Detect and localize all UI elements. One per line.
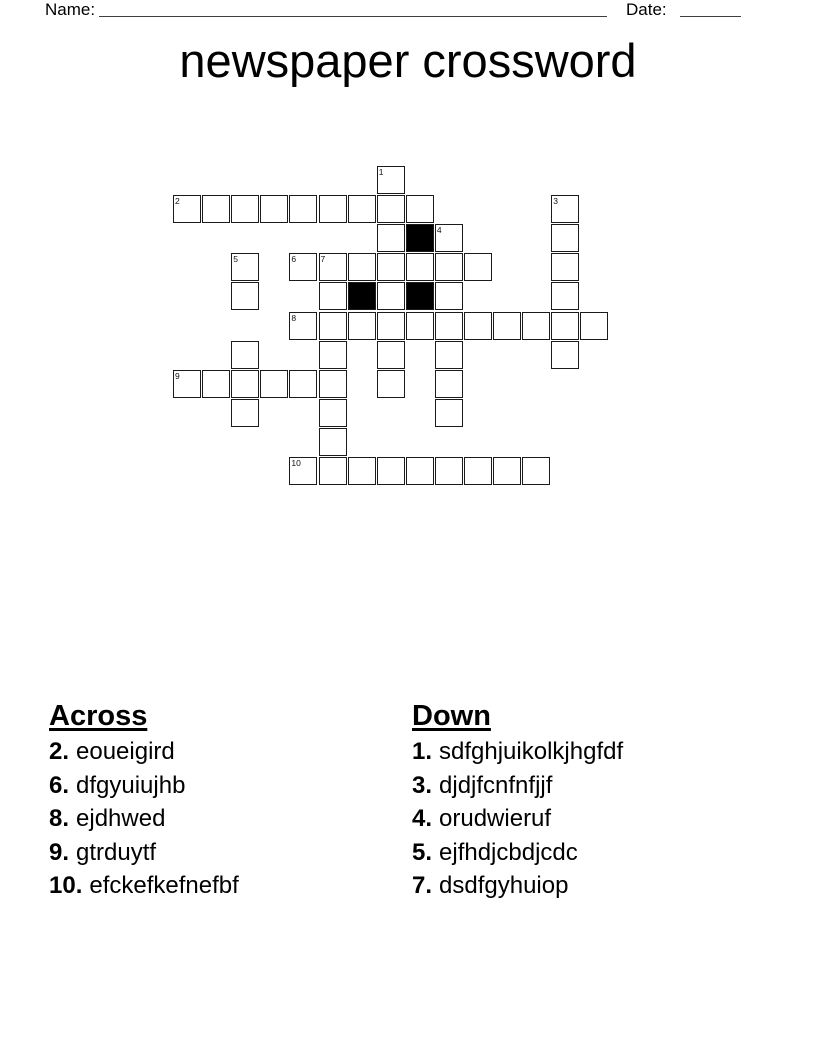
cell-number: 9	[175, 370, 180, 381]
answer-cell[interactable]	[435, 399, 463, 427]
clue-text: gtrduytf	[76, 838, 157, 866]
across-clues-section	[49, 700, 409, 903]
answer-cell[interactable]	[289, 312, 317, 340]
answer-cell[interactable]	[231, 370, 259, 398]
answer-cell[interactable]	[231, 399, 259, 427]
name-label: Name:	[45, 0, 96, 19]
answer-cell[interactable]	[377, 224, 405, 252]
answer-cell[interactable]	[348, 195, 376, 223]
answer-cell[interactable]	[202, 195, 230, 223]
cell-number: 3	[553, 196, 559, 207]
down-header: Down	[412, 700, 491, 732]
clue-number: 10.	[49, 872, 83, 899]
across-clue-list	[49, 735, 409, 903]
date-blank-line[interactable]	[680, 0, 741, 17]
clue-number: 7.	[412, 872, 433, 899]
answer-cell[interactable]	[435, 370, 463, 398]
answer-cell[interactable]	[173, 195, 201, 223]
answer-cell[interactable]	[348, 253, 376, 281]
answer-cell[interactable]	[319, 253, 347, 281]
cell-number: 8	[291, 312, 297, 323]
down-clue-list	[412, 735, 772, 903]
clue-text: dsdfgyhuiop	[439, 872, 569, 899]
answer-cell[interactable]	[493, 312, 521, 340]
answer-cell[interactable]	[464, 457, 492, 485]
answer-cell[interactable]	[231, 195, 259, 223]
answer-cell[interactable]	[377, 312, 405, 340]
answer-cell[interactable]	[289, 195, 317, 223]
clue-number: 2.	[49, 738, 70, 765]
answer-cell[interactable]	[377, 341, 405, 369]
clue-number: 5.	[412, 838, 433, 866]
answer-cell[interactable]	[522, 457, 550, 485]
answer-cell[interactable]	[551, 312, 579, 340]
answer-cell[interactable]	[377, 370, 405, 398]
clue-number: 8.	[49, 805, 70, 832]
page-title: newspaper crossword	[179, 34, 637, 87]
answer-cell[interactable]	[173, 370, 201, 398]
header-row	[0, 0, 816, 22]
answer-cell[interactable]	[377, 457, 405, 485]
answer-cell[interactable]	[319, 457, 347, 485]
answer-cell[interactable]	[406, 457, 434, 485]
answer-cell[interactable]	[319, 370, 347, 398]
answer-cell[interactable]	[435, 253, 463, 281]
down-clue	[412, 836, 772, 870]
clue-number: 9.	[49, 838, 70, 866]
answer-cell[interactable]	[551, 224, 579, 252]
cell-number: 7	[320, 254, 326, 265]
clue-text: orudwieruf	[439, 805, 552, 832]
clue-text: efckefkefnefbf	[89, 872, 239, 899]
across-clue	[49, 802, 409, 836]
clue-number: 1.	[412, 738, 433, 765]
answer-cell[interactable]	[522, 312, 550, 340]
date-label: Date:	[626, 0, 667, 19]
across-clue	[49, 836, 409, 870]
answer-cell[interactable]	[406, 195, 434, 223]
black-cell	[406, 282, 434, 310]
answer-cell[interactable]	[551, 195, 579, 223]
answer-cell[interactable]	[464, 312, 492, 340]
clue-text: ejfhdjcbdjcdc	[439, 838, 578, 866]
answer-cell[interactable]	[551, 341, 579, 369]
answer-cell[interactable]	[260, 195, 288, 223]
down-clue	[412, 869, 772, 903]
clue-text: ejdhwed	[76, 805, 166, 832]
crossword-grid	[173, 166, 613, 488]
answer-cell[interactable]	[406, 253, 434, 281]
answer-cell[interactable]	[348, 457, 376, 485]
clue-text: sdfghjuikolkjhgfdf	[439, 738, 624, 765]
down-clue	[412, 735, 772, 769]
across-clue	[49, 769, 409, 803]
answer-cell[interactable]	[435, 341, 463, 369]
across-clue	[49, 869, 409, 903]
name-blank-line[interactable]	[99, 0, 607, 17]
down-clues-section	[412, 700, 772, 903]
answer-cell[interactable]	[551, 282, 579, 310]
answer-cell[interactable]	[464, 253, 492, 281]
across-clue	[49, 735, 409, 769]
cell-number: 10	[291, 458, 301, 468]
answer-cell[interactable]	[377, 195, 405, 223]
answer-cell[interactable]	[580, 312, 608, 340]
answer-cell[interactable]	[551, 253, 579, 281]
answer-cell[interactable]	[435, 312, 463, 340]
answer-cell[interactable]	[435, 457, 463, 485]
answer-cell[interactable]	[493, 457, 521, 485]
down-clue	[412, 769, 772, 803]
answer-cell[interactable]	[377, 166, 405, 194]
answer-cell[interactable]	[319, 195, 347, 223]
answer-cell[interactable]	[202, 370, 230, 398]
clue-number: 4.	[412, 805, 433, 832]
down-clue	[412, 802, 772, 836]
cell-number: 1	[378, 167, 384, 177]
clue-text: eoueigird	[76, 738, 175, 765]
answer-cell[interactable]	[231, 282, 259, 310]
answer-cell[interactable]	[289, 253, 317, 281]
answer-cell[interactable]	[231, 341, 259, 369]
answer-cell[interactable]	[260, 370, 288, 398]
clue-text: djdjfcnfnfjjf	[439, 771, 553, 799]
clue-number: 3.	[412, 771, 433, 799]
answer-cell[interactable]	[319, 399, 347, 427]
cell-number: 4	[436, 225, 442, 236]
answer-cell[interactable]	[289, 370, 317, 398]
answer-cell[interactable]	[435, 224, 463, 252]
answer-cell[interactable]	[231, 253, 259, 281]
clue-number: 6.	[49, 771, 70, 799]
answer-cell[interactable]	[406, 312, 434, 340]
black-cell	[348, 282, 376, 310]
answer-cell[interactable]	[348, 312, 376, 340]
cell-number: 6	[291, 254, 297, 265]
answer-cell[interactable]	[289, 457, 317, 485]
answer-cell[interactable]	[319, 341, 347, 369]
cell-number: 5	[233, 254, 238, 265]
answer-cell[interactable]	[377, 253, 405, 281]
answer-cell[interactable]	[435, 282, 463, 310]
across-header: Across	[49, 700, 148, 732]
answer-cell[interactable]	[319, 282, 347, 310]
answer-cell[interactable]	[319, 312, 347, 340]
clue-text: dfgyuiujhb	[76, 771, 186, 799]
answer-cell[interactable]	[377, 282, 405, 310]
cell-number: 2	[175, 196, 180, 207]
answer-cell[interactable]	[319, 428, 347, 456]
black-cell	[406, 224, 434, 252]
